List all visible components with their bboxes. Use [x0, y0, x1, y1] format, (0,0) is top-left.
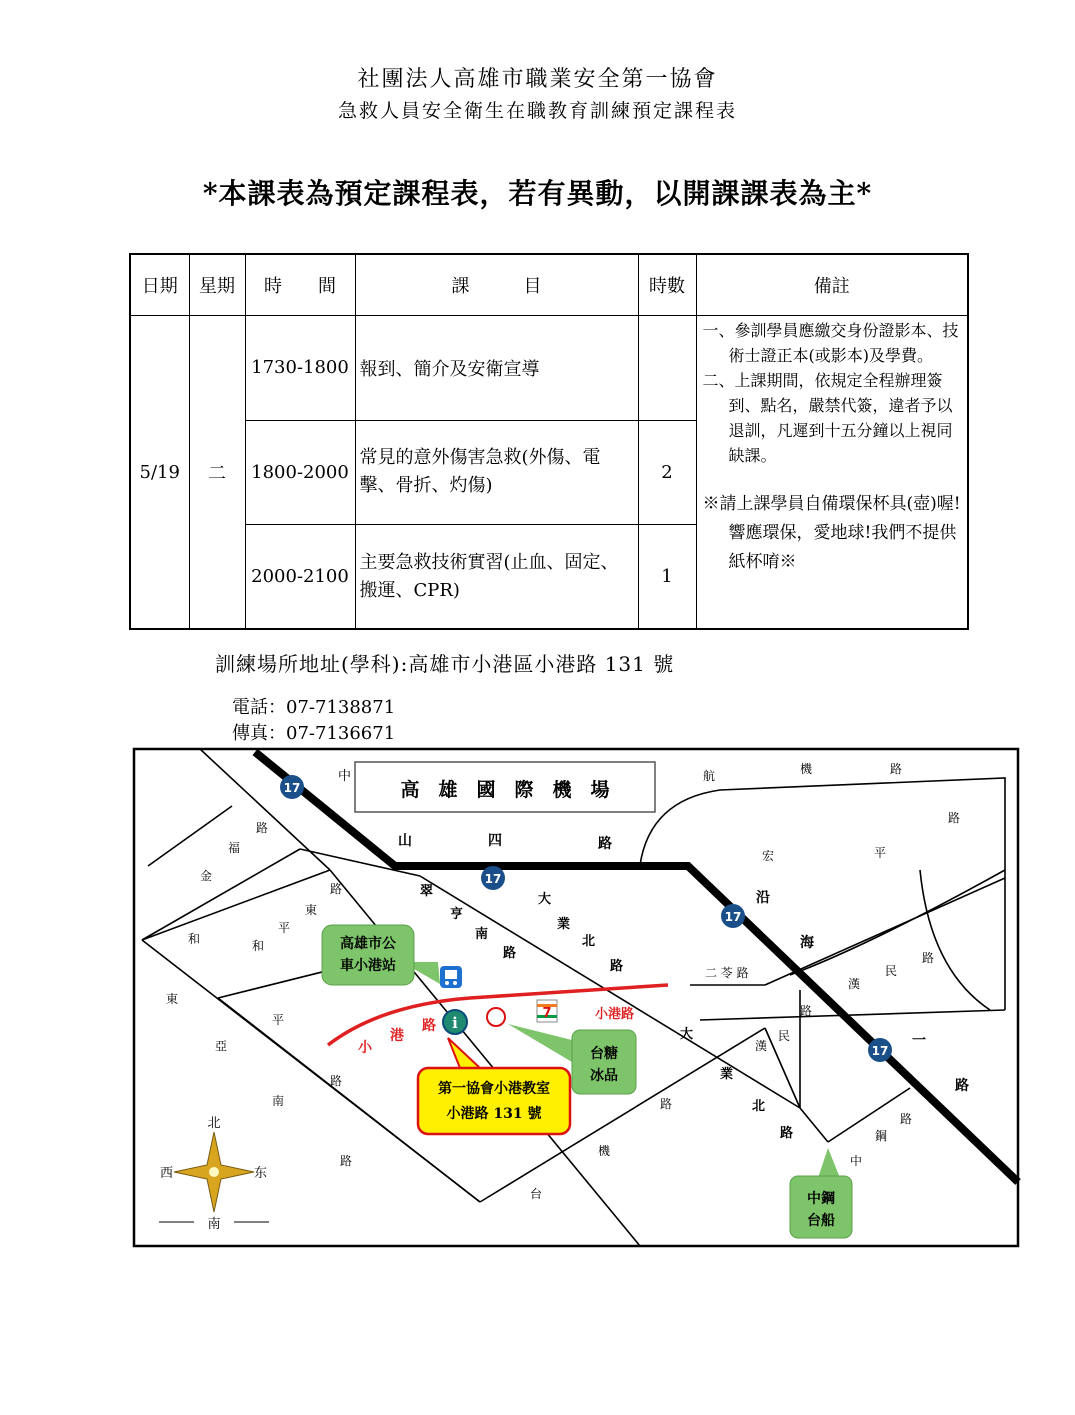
road-char: 路 — [800, 1004, 813, 1018]
road-label: 小港路 — [595, 1007, 635, 1022]
compass-west: 西 — [160, 1166, 174, 1181]
airport-label: 高 雄 國 際 機 場 — [400, 779, 610, 801]
shield-number: 17 — [724, 910, 742, 924]
road-char: 平 — [278, 921, 291, 935]
road-char: 路 — [598, 836, 612, 852]
road-char: 平 — [874, 846, 887, 860]
callout-box — [322, 925, 414, 985]
road-char: 翠 — [420, 884, 434, 899]
cell-date: 5/19 — [130, 316, 189, 629]
road-char: 鋼 — [875, 1129, 888, 1143]
road-char: 大 — [538, 892, 552, 907]
shield-number: 17 — [484, 872, 502, 886]
road-char: 東 — [166, 992, 179, 1006]
compass-east: 东 — [254, 1166, 268, 1181]
road-char: 業 — [557, 917, 571, 932]
csc-label: 台船 — [807, 1213, 835, 1229]
road-char: 路 — [503, 946, 517, 961]
road-char: 南 — [475, 927, 489, 942]
taitang-logo-icon — [487, 1008, 505, 1026]
road-char: 路 — [955, 1078, 969, 1094]
header-hours: 時數 — [638, 254, 696, 316]
road-char: 路 — [340, 1154, 353, 1168]
cell-hours: 2 — [638, 420, 696, 524]
road-char: 業 — [720, 1067, 734, 1082]
bus-station-label: 車小港站 — [340, 958, 396, 974]
road-char: 機 — [800, 762, 813, 776]
cell-time: 1800-2000 — [245, 420, 355, 524]
shield-number: 17 — [871, 1044, 889, 1058]
seven-eleven-glyph: 7 — [542, 1006, 552, 1021]
road-char: 漢 — [848, 977, 861, 991]
cell-course: 主要急救技術實習(止血、固定、搬運、CPR) — [355, 525, 638, 629]
road-char: 大 — [680, 1027, 694, 1042]
road-char: 路 — [660, 1097, 673, 1111]
road-char: 小 — [358, 1040, 372, 1056]
road-label: 二 苓 路 — [705, 966, 749, 980]
seven-eleven-icon — [537, 1000, 557, 1022]
bus-icon-window — [445, 970, 457, 979]
cell-weekday: 二 — [189, 316, 245, 629]
highway-shield — [721, 904, 745, 928]
highway-shield — [280, 775, 304, 799]
road-char: 沿 — [756, 890, 770, 906]
bus-icon-wheel — [453, 981, 457, 985]
road-char: 金 — [200, 869, 213, 883]
training-address: 訓練場所地址(學科):高雄市小港區小港路 131 號 — [215, 652, 675, 676]
taitang-label: 冰品 — [590, 1068, 618, 1084]
bus-icon — [440, 966, 462, 988]
fax-number: 傳真：07-7136671 — [232, 723, 396, 744]
road-char: 和 — [252, 939, 265, 953]
road-char: 路 — [948, 811, 961, 825]
road-char: 航 — [703, 769, 716, 783]
compass-north: 北 — [207, 1116, 221, 1131]
info-marker-glyph: i — [452, 1014, 458, 1032]
cell-course: 報到、簡介及安衛宣導 — [355, 316, 638, 420]
road-char: 台 — [530, 1187, 543, 1201]
organization-title: 社團法人高雄市職業安全第一協會 — [357, 67, 718, 92]
highway-shield — [868, 1038, 892, 1062]
road-char: 中 — [850, 1154, 863, 1168]
road-char: 路 — [922, 951, 935, 965]
road-char: 路 — [900, 1112, 913, 1126]
schedule-notice: *本課表為預定課程表，若有異動，以開課課表為主* — [202, 177, 873, 210]
road-char: 路 — [780, 1126, 794, 1141]
highway-shield — [481, 866, 505, 890]
header-weekday: 星期 — [189, 254, 245, 316]
phone-number: 電話：07-7138871 — [232, 697, 396, 718]
shield-number: 17 — [283, 781, 301, 795]
road-char: 路 — [256, 821, 269, 835]
header-date: 日期 — [130, 254, 189, 316]
road-char: 路 — [422, 1018, 436, 1034]
taitang-label: 台糖 — [590, 1046, 618, 1062]
remark-1: 一、參訓學員應繳交身份證影本、技術士證正本(或影本)及學費。 — [702, 321, 959, 366]
road-char: 宏 — [762, 849, 775, 863]
venue-label: 小港路 131 號 — [446, 1106, 542, 1122]
road-char: 山 — [398, 833, 412, 849]
road-char: 路 — [330, 1074, 343, 1088]
road-char: 港 — [390, 1028, 404, 1044]
road-char: 四 — [488, 833, 502, 849]
cell-time: 2000-2100 — [245, 525, 355, 629]
cell-time: 1730-1800 — [245, 316, 355, 420]
road-char: 民 — [885, 964, 898, 978]
header-time: 時 間 — [245, 254, 355, 316]
callout-box — [418, 1068, 570, 1134]
venue-label: 第一協會小港教室 — [438, 1081, 550, 1097]
road-char: 中 — [338, 769, 352, 784]
road-char: 漢 — [755, 1039, 768, 1053]
remark-3: ※請上課學員自備環保杯具(壺)喔!響應環保，愛地球!我們不提供紙杯唷※ — [702, 494, 961, 573]
road-char: 一 — [912, 1033, 926, 1049]
road-char: 北 — [752, 1099, 766, 1114]
road-char: 亨 — [450, 907, 464, 922]
callout-box — [572, 1030, 636, 1094]
header-course: 課 目 — [355, 254, 638, 316]
road-char: 東 — [305, 903, 318, 917]
road-char: 海 — [800, 935, 814, 951]
bus-icon-wheel — [445, 981, 449, 985]
road-char: 民 — [778, 1029, 791, 1043]
csc-label: 中鋼 — [807, 1191, 835, 1207]
road-char: 平 — [272, 1013, 285, 1027]
road-char: 路 — [610, 959, 624, 974]
road-char: 機 — [598, 1144, 611, 1158]
cell-course: 常見的意外傷害急救(外傷、電擊、骨折、灼傷) — [355, 420, 638, 524]
compass-center — [209, 1167, 219, 1177]
remark-2: 二、上課期間，依規定全程辦理簽到、點名，嚴禁代簽，違者予以退訓，凡遲到十五分鐘以上視同缺課。 — [702, 371, 953, 466]
road-char: 北 — [582, 934, 596, 949]
schedule-subtitle: 急救人員安全衛生在職教育訓練預定課程表 — [337, 100, 737, 122]
road-char: 亞 — [215, 1039, 228, 1053]
road-char: 福 — [228, 841, 241, 855]
bus-station-label: 高雄市公 — [340, 936, 396, 952]
road-char: 南 — [272, 1094, 285, 1108]
header-remarks: 備註 — [696, 254, 968, 316]
road-char: 路 — [890, 762, 903, 776]
road-char: 路 — [330, 882, 343, 896]
compass-south: 南 — [207, 1217, 221, 1232]
cell-hours: 1 — [638, 525, 696, 629]
road-char: 和 — [188, 932, 201, 946]
